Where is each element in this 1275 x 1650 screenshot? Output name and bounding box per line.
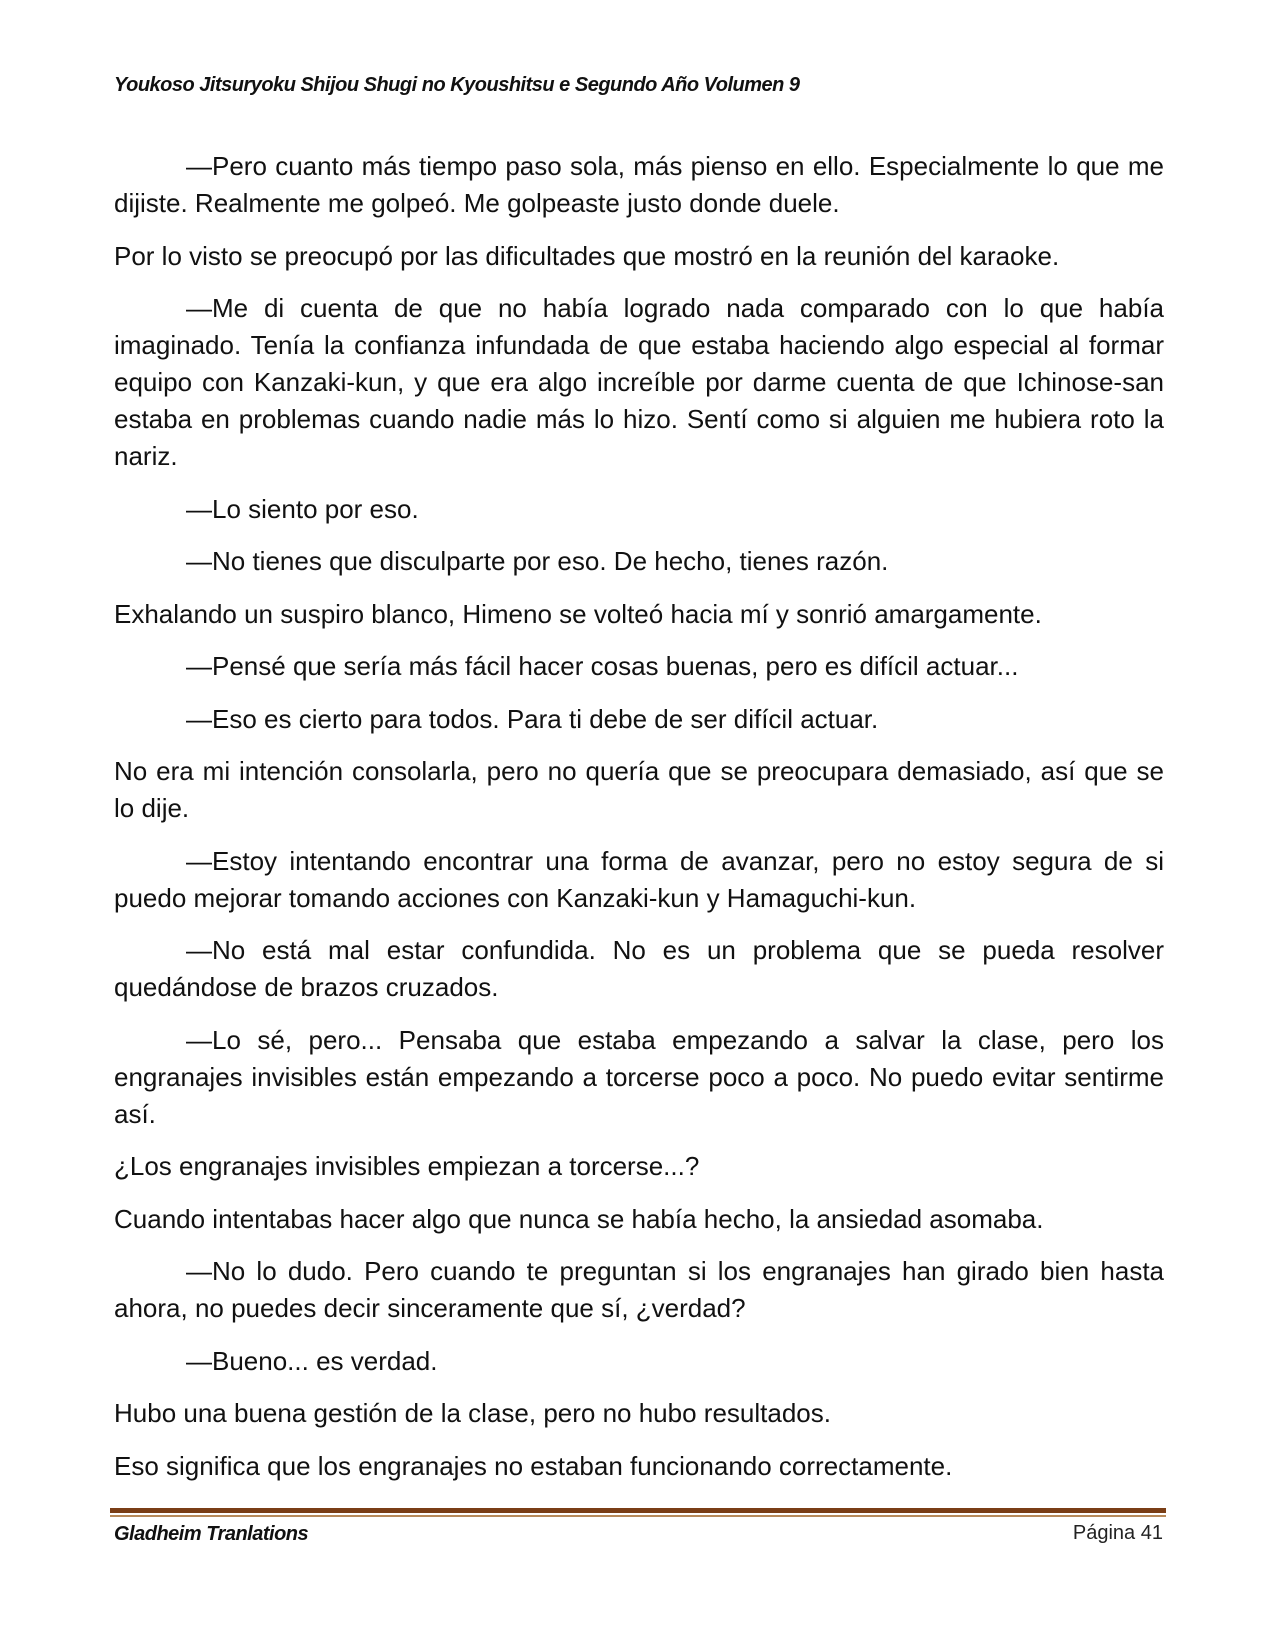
paragraph: —No lo dudo. Pero cuando te preguntan si los engranajes han girado bien hasta ahora, no puedes decir sinceramente que sí, ¿verdad? [114, 1256, 1164, 1323]
footer-divider-thin [110, 1515, 1166, 1517]
paragraph: Cuando intentabas hacer algo que nunca se había hecho, la ansiedad asomaba. [114, 1203, 1044, 1234]
paragraph: —Estoy intentando encontrar una forma de avanzar, pero no estoy segura de si puedo mejorar tomando acciones con Kanzaki-kun y Hamaguchi-kun. [114, 845, 1164, 913]
paragraph: —Pensé que sería más fácil hacer cosas buenas, pero es difícil actuar... [186, 651, 1019, 681]
paragraph: Por lo visto se preocupó por las dificultades que mostró en la reunión del karaoke. [114, 240, 1060, 271]
page-body [114, 148, 1164, 1500]
paragraph: —Eso es cierto para todos. Para ti debe de ser difícil actuar. [186, 703, 879, 734]
publisher-name: Gladheim Tranlations [114, 1523, 309, 1545]
paragraph: —No está mal estar confundida. No es un problema que se pueda resolver quedándose de brazos cruzados. [114, 935, 1164, 1002]
paragraph: —Pero cuanto más tiempo paso sola, más pienso en ello. Especialmente lo que me dijiste. Realmente me golpeó. Me golpeaste justo donde duele. [114, 151, 1164, 218]
running-header: Youkoso Jitsuryoku Shijou Shugi no Kyoushitsu e Segundo Año Volumen 9 [114, 74, 800, 96]
page-label: Página [1072, 1522, 1136, 1544]
page-number-value: 41 [1140, 1522, 1163, 1544]
paragraph: —No tienes que disculparte por eso. De hecho, tienes razón. [186, 546, 889, 576]
paragraph: Exhalando un suspiro blanco, Himeno se volteó hacia mí y sonrió amargamente. [114, 598, 1042, 629]
paragraph: —Bueno... es verdad. [186, 1345, 438, 1376]
paragraph: ¿Los engranajes invisibles empiezan a torcerse...? [114, 1151, 700, 1181]
paragraph: —Me di cuenta de que no había logrado nada comparado con lo que había imaginado. Tenía la confianza infundada de que estaba haciendo algo especial al formar equipo con Kanzaki-kun, y que era algo increíble por darme cuenta de que Ichinose-san estaba en problemas cuando nadie más lo hizo. Sentí como si alguien me hubiera roto la nariz. [114, 293, 1164, 471]
paragraph: No era mi intención consolarla, pero no quería que se preocupara demasiado, así que se lo dije. [114, 756, 1164, 823]
paragraph: —Lo sé, pero... Pensaba que estaba empezando a salvar la clase, pero los engranajes invisibles están empezando a torcerse poco a poco. No puedo evitar sentirme así. [114, 1024, 1164, 1129]
paragraph: —Lo siento por eso. [186, 493, 419, 524]
footer-divider [110, 1508, 1166, 1513]
paragraph: Eso significa que los engranajes no estaban funcionando correctamente. [114, 1450, 953, 1481]
page-number [1073, 1522, 1163, 1545]
paragraph: Hubo una buena gestión de la clase, pero no hubo resultados. [114, 1398, 831, 1428]
